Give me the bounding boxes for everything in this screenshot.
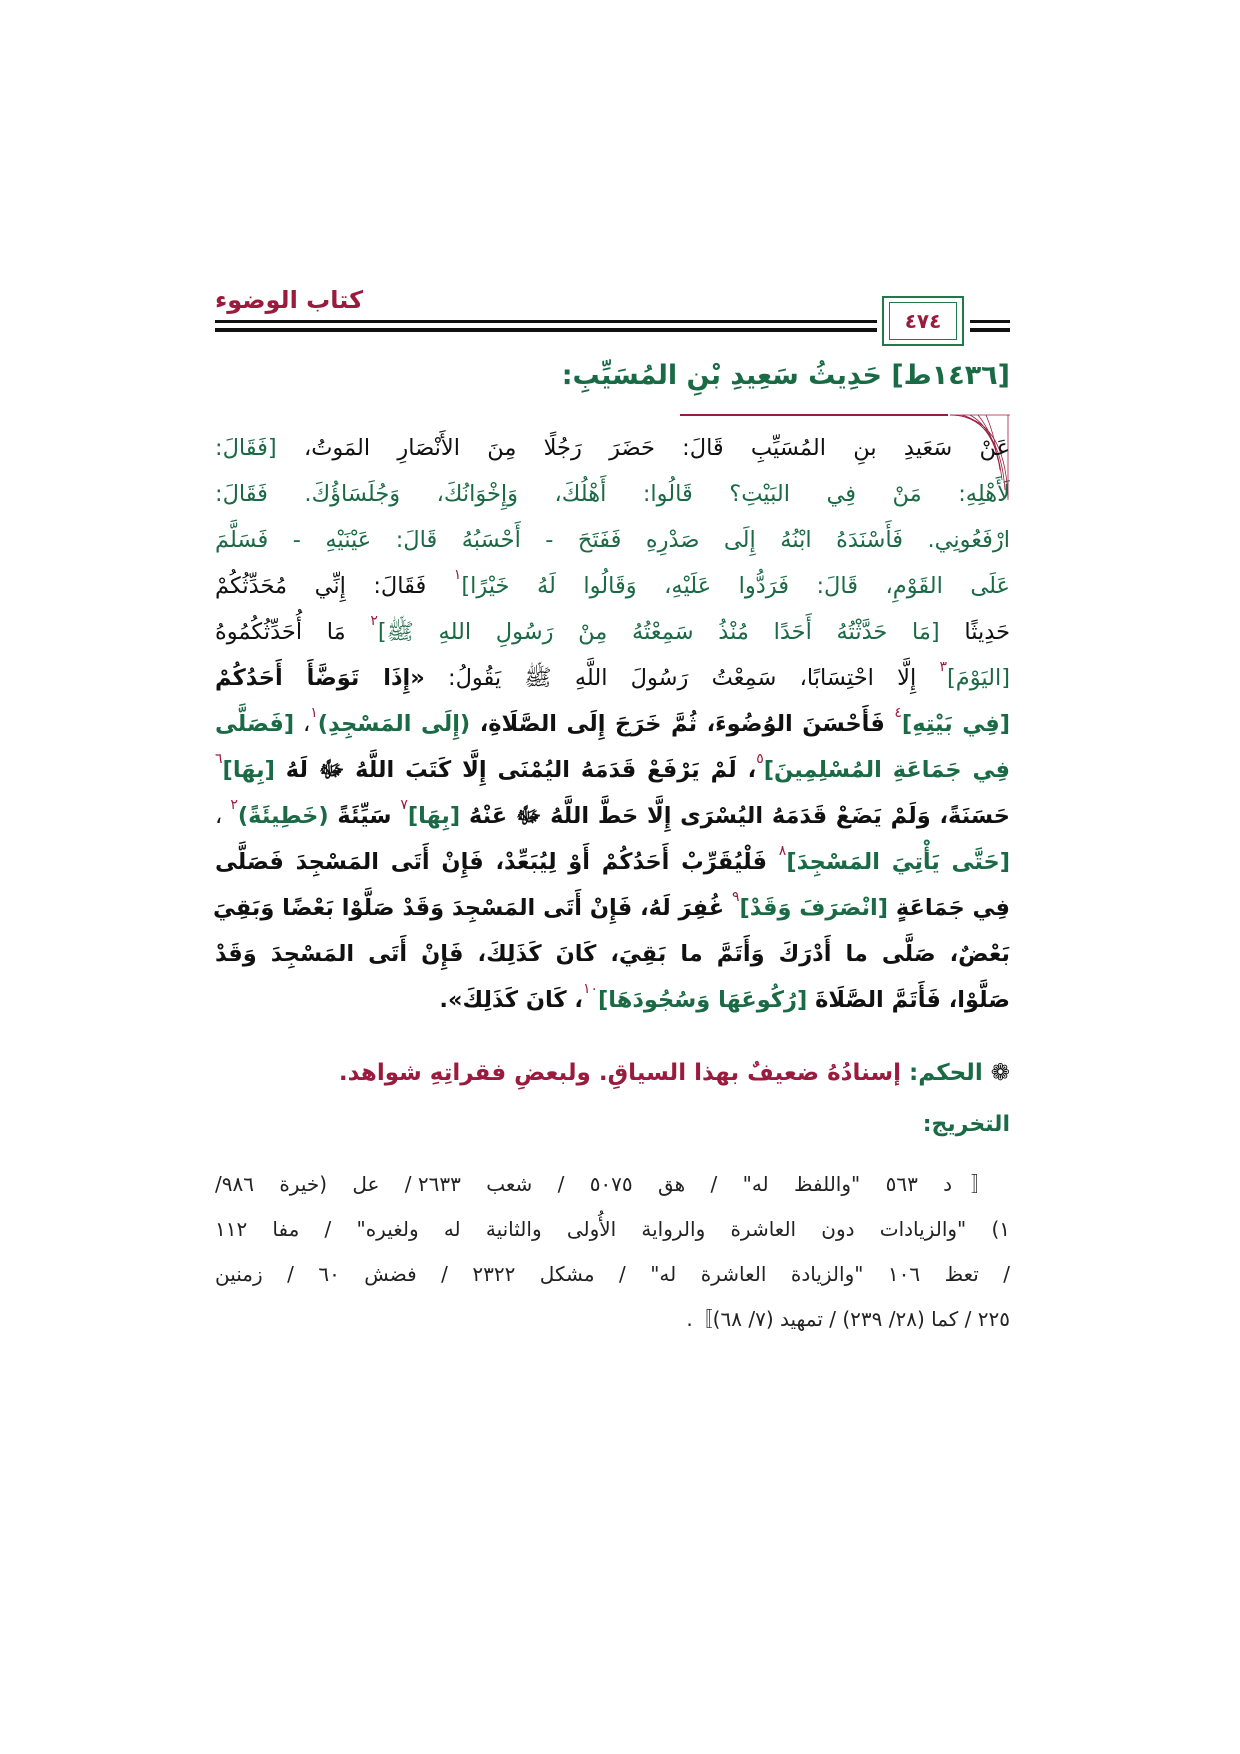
footnote-marker: ٢ — [230, 797, 238, 813]
text-segment: [مَا حَدَّثْتُهُ أَحَدًا مُنْذُ سَمِعْتُهُ مِنْ رَسُولِ اللهِ ﷺ] — [377, 619, 940, 645]
text-segment: ، — [294, 711, 311, 737]
text-line — [215, 655, 1010, 701]
text-line — [215, 931, 1010, 977]
hadith-text — [212, 425, 1011, 1023]
text-segment: ، كَانَ كَذَلِكَ». — [439, 987, 583, 1013]
text-segment: [رُكُوعَهَا وَسُجُودَهَا] — [597, 987, 808, 1013]
text-segment: [بِهَا] — [407, 803, 461, 829]
text-segment: ، لَمْ يَرْفَعْ قَدَمَهُ اليُمْنَى إِلَّا كَتَبَ اللَّهُ ﷻ لَهُ — [274, 757, 757, 783]
text-line — [215, 609, 1010, 655]
footnote-marker: ١ — [453, 567, 462, 583]
text-segment: [فَقَالَ: — [215, 435, 277, 461]
footnote-marker: ٤ — [894, 705, 902, 721]
text-line — [215, 517, 1010, 563]
text-segment: [انْصَرَفَ وَقَدْ] — [739, 895, 889, 921]
footnote-marker: ٢ — [370, 613, 378, 629]
footnote-marker: ٧ — [400, 797, 408, 813]
text-segment: (إِلَى المَسْجِدِ) — [317, 711, 471, 737]
header-rule-right-bottom — [970, 328, 1010, 332]
footnote-marker: ٥ — [756, 751, 764, 767]
text-segment: [حَتَّى يَأْتِيَ المَسْجِدَ] — [786, 849, 1011, 875]
text-line — [215, 747, 1010, 793]
text-segment: بَعْضٌ، صَلَّى ما أَدْرَكَ وَأَتَمَّ ما بَقِيَ، كَانَ كَذَلِكَ، فَإِنْ أَتَى المَسْجِدَ وَقَدْ — [215, 941, 1010, 967]
ruling-text: إسنادُهُ ضعيفٌ بهذا السياقِ. ولبعضِ فقراتِهِ شواهد. — [338, 1060, 909, 1086]
text-segment: ارْفَعُونِي. فَأَسْنَدَهُ ابْنُهُ إِلَى صَدْرِهِ فَفَتَحَ - أَحْسَبُهُ قَالَ: عَيْنَيْهِ - فَسَلَّمَ — [215, 527, 1010, 553]
text-line — [212, 885, 1010, 931]
header-rule-right-top — [970, 320, 1010, 323]
text-segment: صَلَّوْا، فَأَتَمَّ الصَّلَاةَ — [807, 987, 1010, 1013]
text-segment: سَيِّئَةً — [328, 803, 401, 829]
text-line — [215, 563, 1010, 609]
text-segment: [اليَوْمَ] — [946, 665, 1010, 691]
text-segment: فَأَحْسَنَ الوُضُوءَ، ثُمَّ خَرَجَ إِلَى الصَّلَاةِ، — [470, 711, 895, 737]
text-line — [215, 425, 1010, 471]
divider-line — [680, 414, 948, 416]
ruling — [339, 1060, 1010, 1086]
text-segment: فَلْيُقَرِّبْ أَحَدُكُمْ أَوْ لِيُبَعِّدْ، فَإِنْ أَتَى المَسْجِدَ فَصَلَّى — [215, 849, 779, 875]
reference-line: ٢٢٥ / كما (٢٨/ ٢٣٩) / تمهيد (٧/ ٦٨)〛. — [686, 1307, 1010, 1331]
text-segment: لَأَهْلِهِ: مَنْ فِي البَيْتِ؟ قَالُوا: أَهْلُكَ، وَإِخْوَانُكَ، وَجُلَسَاؤُكَ. فَقَالَ: — [215, 481, 1010, 507]
text-segment: حَدِيثًا — [939, 619, 1011, 645]
text-segment: مَا أُحَدِّثُكُمُوهُ — [215, 619, 371, 645]
text-line — [215, 839, 1010, 885]
text-segment: «إِذَا تَوَضَّأَ أَحَدُكُمْ — [215, 665, 425, 691]
text-segment: فَقَالَ: إِنِّي مُحَدِّثُكُمْ — [215, 573, 454, 599]
footnote-marker: ١ — [310, 705, 318, 721]
takhrij-references — [215, 1162, 1010, 1342]
footnote-marker: ٨ — [778, 843, 787, 859]
text-segment: (خَطِيئَةً) — [237, 803, 329, 829]
text-segment: [فِي بَيْتِهِ] — [901, 711, 1010, 737]
text-line — [215, 471, 1010, 517]
reference-line: / تعظ ١٠٦ "والزيادة العاشرة له" / مشكل ٢٣٢٢ / فضش ٦٠ / زمنين — [215, 1262, 1010, 1286]
ruling-label: الحكم: — [909, 1060, 983, 1086]
book-title: كتاب الوضوء — [215, 286, 364, 314]
text-segment: عَنْ سَعَيدِ بنِ المُسَيِّبِ قَالَ: حَضَرَ رَجُلًا مِنَ الأَنْصَارِ المَوتُ، — [276, 435, 1010, 461]
hadith-heading: [١٤٣٦ط] حَدِيثُ سَعِيدِ بْنِ المُسَيِّبِ: — [561, 360, 1010, 391]
takhrij-title: التخريج: — [922, 1112, 1010, 1137]
text-segment: [بِهَا] — [222, 757, 275, 783]
footnote-marker: ٩ — [731, 889, 740, 905]
text-segment: عَلَى القَوْمِ، قَالَ: فَرَدُّوا عَلَيْهِ، وَقَالُوا لَهُ خَيْرًا] — [461, 573, 1010, 599]
text-segment: [فَصَلَّى — [215, 711, 295, 737]
text-line — [215, 701, 1010, 747]
reference-line: ١) "والزيادات دون العاشرة والرواية الأُولى والثانية له ولغيره" / مفا ١١٢ — [215, 1217, 1010, 1241]
text-segment: حَسَنَةً، وَلَمْ يَضَعْ قَدَمَهُ اليُسْرَى إِلَّا حَطَّ اللَّهُ ﷻ عَنْهُ — [460, 803, 1011, 829]
text-line — [215, 977, 1010, 1023]
footnote-marker: ٣ — [939, 659, 947, 675]
text-segment: إِلَّا احْتِسَابًا، سَمِعْتُ رَسُولَ اللَّهِ ﷺ يَقُولُ: — [424, 665, 940, 691]
text-segment: فِي جَمَاعَةِ المُسْلِمِينَ] — [763, 757, 1010, 783]
ornament-icon: ❁ — [982, 1060, 1010, 1086]
header-rule-top — [215, 320, 877, 323]
footnote-marker: ١٠ — [582, 981, 598, 997]
page-number: ٤٧٤ — [889, 302, 957, 340]
header-rule-bottom — [215, 328, 877, 332]
footnote-marker: ٦ — [215, 751, 223, 767]
text-segment: ، — [215, 803, 231, 829]
reference-line: 〚د ٥٦٣ "واللفظ له" / هق ٥٠٧٥ / شعب ٢٦٣٣ / عل (خيرة ٩٨٦/ — [215, 1172, 1011, 1196]
text-segment: فِي جَمَاعَةٍ — [888, 895, 1010, 921]
page-number-box — [882, 296, 964, 346]
text-segment: غُفِرَ لَهُ، فَإِنْ أَتَى المَسْجِدَ وَقَدْ صَلَّوْا بَعْضًا وَبَقِيَ — [212, 895, 732, 921]
text-line — [215, 793, 1010, 839]
